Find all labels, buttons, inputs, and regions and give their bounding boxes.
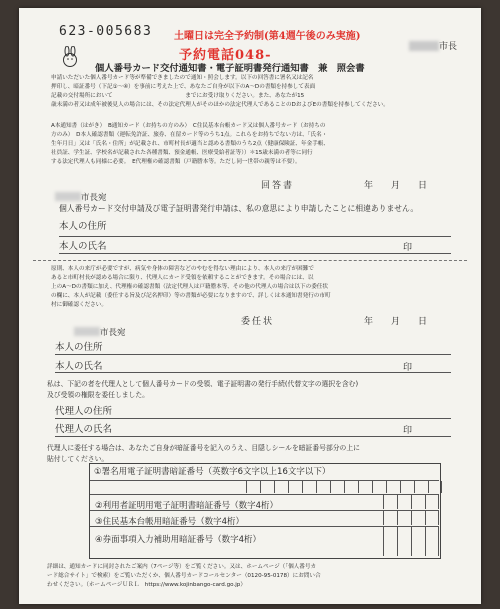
reply-date: 年 月 日 — [364, 181, 428, 191]
proxy-note-5: 村に御確認ください。 — [51, 302, 107, 308]
reply-address-label: 本人の住所 — [59, 221, 107, 232]
delegation-name-label: 本人の氏名 — [55, 361, 103, 372]
pin-row-3-cells[interactable] — [383, 511, 439, 525]
pin-row-1-label: ①署名用電子証明書暗証番号（英数字6文字以上16文字以下） — [94, 467, 331, 477]
pin-row-4-label: ④券面事項入力補助用暗証番号（数字4桁） — [95, 535, 262, 545]
pin-row-3-label: ③住民基本台帳用暗証番号（数字4桁） — [95, 517, 245, 527]
intro-line-9: する法定代理人も同様に必要。 E代理権の確認書類（戸籍謄本等。ただし同一世帯の親等は不要）。 — [51, 159, 301, 165]
notification-form — [19, 8, 481, 604]
pin-row-1 — [90, 464, 439, 481]
delegation-address-label: 本人の住所 — [55, 342, 103, 353]
pin-row-1-cells[interactable] — [246, 481, 442, 493]
reply-seal: 印 — [403, 243, 413, 253]
delegation-heading: 委任状 — [241, 317, 275, 327]
footer-line-2: ード総合サイト」で検索）をご覧いただくか、個人番号カードコールセンター（0120-95-0178）にお問い合 — [47, 573, 321, 579]
delegation-date: 年 月 日 — [364, 317, 428, 327]
agent-address-label: 代理人の住所 — [55, 406, 113, 417]
intro-line-3: 記載の交付場所において までにお受け取りください。また、あなたが15 — [51, 93, 305, 99]
footer-line-3: わせください。（ホームページＵＲＬ https://www.kojinbango-card.go.jp） — [47, 582, 246, 588]
city-suffix: 市長 — [439, 42, 458, 52]
red-note-phone: 予約電話048- — [179, 48, 272, 63]
redacted-city — [409, 41, 439, 51]
proxy-note-4: の欄に、本人が記載（委任する旨及び記名押印）等の書類が必要になりますので、詳しくは本通知書発行の市町 — [51, 293, 331, 299]
redacted-city-2 — [55, 192, 81, 201]
reply-addressee: 市長宛 — [81, 193, 107, 203]
proxy-note-1: 原則、本人の来庁が必要ですが、病気や身体の障害などのやむを得ない理由により、本人の来庁が困難で — [51, 266, 314, 272]
intro-line-7: 生年月日」又は「氏名・住所」が記載され、市町村長が適当と認める書類のうち2点（健康保険証、年金手帳、 — [51, 141, 329, 147]
intro-line-1: 申請いただいた個人番号カード等が準備できましたので通知・照会します。以下の回答書に署名又は記名 — [51, 75, 314, 81]
proxy-note-2: あると市町村長が認める場合に限り、代理人にカード受領を依頼することができます。その場合には、以 — [51, 275, 314, 281]
pin-note-1: 代理人に委任する場合は、あなたご自身が暗証番号を記入のうえ、目隠しシールを暗証番号部分の上に — [47, 444, 360, 452]
reply-name-label: 本人の氏名 — [59, 241, 107, 252]
agent-seal: 印 — [403, 426, 413, 436]
form-title: 個人番号カード交付通知書・電子証明書発行通知書 兼 照会書 — [95, 63, 365, 74]
pin-row-2-cells[interactable] — [383, 495, 439, 509]
delegation-addressee: 市長宛 — [100, 328, 126, 338]
intro-line-5: A本通知書（はがき） B通知カード（お持ちの方のみ） C住民基本台帳カード又は個人番号カード（お持ちの — [51, 123, 326, 129]
delegation-statement-1: 私は、下記の者を代理人として個人番号カードの受領、電子証明書の発行手続(代替文字の選択を含む) — [47, 380, 359, 388]
delegation-statement-2: 及び受領の権限を委任しました。 — [47, 391, 149, 399]
pin-row-2-label: ②利用者証明用電子証明書暗証番号（数字4桁） — [95, 501, 279, 511]
pin-row-4-cells[interactable] — [383, 527, 439, 556]
reply-heading: 回答書 — [261, 181, 295, 191]
footer-line-1: 詳細は、通知カードに同封されたご案内（7ページ等）をご覧ください。又は、ホームページ（「個人番号カ — [47, 564, 317, 570]
form-code: 623-005683 — [59, 24, 153, 39]
red-note-saturday: 土曜日は完全予約制(第4週午後のみ実施) — [174, 31, 361, 42]
delegation-seal: 印 — [403, 363, 413, 373]
intro-line-2: 押印し、暗証番号（下記①～④）を事前に考えた上で、あなたご自身が以下のA～Dの書類を持参して表面 — [51, 84, 316, 90]
rabbit-mascot-icon — [59, 46, 81, 68]
intro-line-6: 方のみ） D本人確認書類（運転免許証、旅券、在留カード等のうち1点。これらをお持ちでない方は、「氏名・ — [51, 132, 328, 138]
agent-name-label: 代理人の氏名 — [55, 424, 113, 435]
proxy-note-3: 上のA～Dの書類に加え、代理権の確認書類（法定代理人は戸籍謄本等、その他の代理人の場合は以下の委任状 — [51, 284, 328, 290]
redacted-city-3 — [74, 327, 100, 336]
intro-line-4: 歳未満の者又は成年被後見人の場合には、その法定代理人がそのほかの法定代理人であることのDおよびEの書類を持参してください。 — [51, 102, 389, 108]
reply-statement: 個人番号カード交付申請及び電子証明書発行申請は、私の意思により申請したことに相違ありません。 — [59, 204, 419, 213]
pin-note-2: 貼付してください。 — [47, 455, 109, 463]
intro-line-8: 社員証、学生証、学校名が記載された各種書類、預金通帳、医療受給者証等））＊15歳未満の者等に同行 — [51, 150, 313, 156]
